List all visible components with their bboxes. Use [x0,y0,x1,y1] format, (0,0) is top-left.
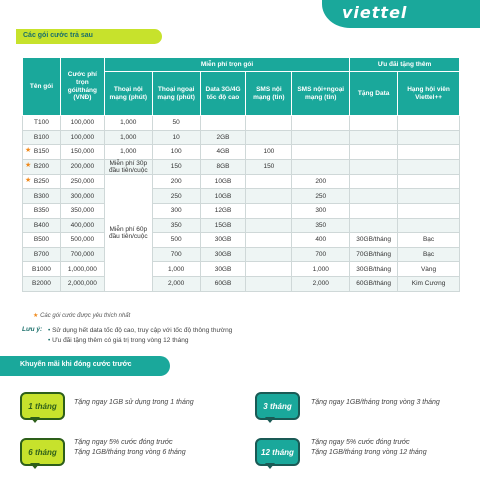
price-table [22,57,460,292]
cell-rank [398,174,460,189]
cell-sms-all [292,130,350,145]
table-row [23,218,460,233]
table-row [23,262,460,277]
star-icon: ★ [33,313,39,319]
star-icon: ★ [25,176,32,184]
cell-name [23,233,61,248]
cell-call-out: 250 [152,189,200,204]
cell-rank: Vàng [398,262,460,277]
cell-rank [398,130,460,145]
cell-rank [398,203,460,218]
cell-sms-in [246,203,292,218]
cell-sms-all: 300 [292,203,350,218]
cell-bonus-data: 30GB/tháng [350,233,398,248]
cell-bonus-data [350,130,398,145]
cell-name [23,116,61,131]
cell-sms-in [246,247,292,262]
cell-sms-in: 100 [246,145,292,160]
promo-badge-6: 6 tháng [20,438,65,466]
cell-call-in: 1,000 [104,130,152,145]
cell-data: 60GB [200,276,246,291]
cell-sms-all [292,116,350,131]
cell-name [23,247,61,262]
header-call-in: Thoại nội mạng (phút) [104,72,152,116]
promo-badge-3: 3 tháng [255,392,300,420]
promo-line: Tặng 1GB/tháng trong vòng 12 tháng [311,449,427,456]
cell-sms-in: 150 [246,159,292,174]
cell-bonus-data [350,203,398,218]
cell-fee: 350,000 [60,203,104,218]
cell-call-out: 500 [152,233,200,248]
plan-name: B700 [33,251,50,259]
cell-name [23,276,61,291]
cell-call-in: Miễn phí 30p đầu tiên/cuộc [104,159,152,174]
header-free-group: Miễn phí trọn gói [104,58,349,72]
cell-sms-all [292,159,350,174]
footnote [33,312,130,319]
table-row [23,203,460,218]
cell-name [23,262,61,277]
promo-line: Tặng ngay 1GB/tháng trong vòng 3 tháng [311,399,440,406]
plan-name: B2000 [32,280,51,288]
cell-call-out: 1,000 [152,262,200,277]
cell-name [23,203,61,218]
cell-data: 12GB [200,203,246,218]
table-row [23,116,460,131]
cell-data: 10GB [200,174,246,189]
table-row [23,247,460,262]
cell-name [23,159,61,174]
header-call-out: Thoại ngoại mạng (phút) [152,72,200,116]
cell-data: 30GB [200,233,246,248]
cell-fee: 400,000 [60,218,104,233]
cell-bonus-data [350,189,398,204]
cell-fee: 150,000 [60,145,104,160]
cell-name [23,174,61,189]
header-promo-group: Ưu đãi tặng thêm [350,58,460,72]
cell-call-in: 1,000 [104,116,152,131]
table-row [23,233,460,248]
header-rank: Hạng hội viên Viettel++ [398,72,460,116]
cell-name [23,145,61,160]
cell-fee: 100,000 [60,130,104,145]
table-row [23,159,460,174]
plan-name: B350 [33,207,50,215]
cell-data [200,116,246,131]
cell-bonus-data: 60GB/tháng [350,276,398,291]
plan-name: B100 [33,133,50,141]
promo-line: Tặng 1GB/tháng trong vòng 6 tháng [74,449,186,456]
cell-call-in: 1,000 [104,145,152,160]
cell-call-out: 10 [152,130,200,145]
cell-data: 10GB [200,189,246,204]
promo-line: Tặng ngay 5% cước đóng trước [311,439,410,446]
brand-logo [322,0,480,28]
header-name: Tên gói [23,58,61,116]
cell-sms-in [246,276,292,291]
cell-call-out: 700 [152,247,200,262]
cell-data: 15GB [200,218,246,233]
section-title: Các gói cước trả sau [16,29,162,44]
cell-sms-all: 700 [292,247,350,262]
cell-call-out: 2,000 [152,276,200,291]
cell-sms-in [246,116,292,131]
cell-rank [398,189,460,204]
cell-name [23,189,61,204]
cell-name [23,130,61,145]
promo-text-1 [74,398,194,408]
plan-name: B400 [33,221,50,229]
cell-fee: 200,000 [60,159,104,174]
promo-text-12 [311,438,427,458]
cell-rank: Kim Cương [398,276,460,291]
cell-rank: Bạc [398,247,460,262]
header-sms-in: SMS nội mạng (tin) [246,72,292,116]
cell-sms-all: 1,000 [292,262,350,277]
cell-bonus-data [350,145,398,160]
note-item: • Ưu đãi tặng thêm có giá trị trong vòng 12 tháng [48,336,232,346]
cell-rank [398,145,460,160]
promo-badge-1: 1 tháng [20,392,65,420]
cell-sms-in [246,130,292,145]
cell-fee: 100,000 [60,116,104,131]
header-bonus-data: Tặng Data [350,72,398,116]
cell-call-out: 200 [152,174,200,189]
cell-sms-in [246,233,292,248]
cell-call-in: Miễn phí 60p đầu tiên/cuộc [104,174,152,291]
plan-name: B250 [33,178,50,186]
cell-fee: 1,000,000 [60,262,104,277]
note-label: Lưu ý: [22,326,43,333]
table-row [23,145,460,160]
cell-fee: 700,000 [60,247,104,262]
cell-fee: 300,000 [60,189,104,204]
cell-fee: 250,000 [60,174,104,189]
cell-sms-in [246,262,292,277]
cell-call-out: 50 [152,116,200,131]
plan-name: B300 [33,192,50,200]
cell-sms-in [246,218,292,233]
cell-sms-all: 2,000 [292,276,350,291]
cell-call-out: 300 [152,203,200,218]
cell-rank [398,116,460,131]
cell-sms-all: 250 [292,189,350,204]
cell-rank [398,218,460,233]
promo-text-6 [74,438,186,458]
promo-badge-12: 12 tháng [255,438,300,466]
notes-list [48,326,232,346]
promo-line: Tặng ngay 1GB sử dụng trong 1 tháng [74,399,194,406]
cell-bonus-data [350,218,398,233]
promo-title: Khuyến mãi khi đóng cước trước [0,356,170,376]
cell-rank [398,159,460,174]
plan-name: B150 [33,148,50,156]
cell-bonus-data [350,116,398,131]
cell-sms-all: 350 [292,218,350,233]
cell-bonus-data [350,174,398,189]
header-sms-all: SMS nội+ngoại mạng (tin) [292,72,350,116]
logo-text: viettel [342,3,408,22]
star-icon: ★ [25,147,32,155]
cell-data: 8GB [200,159,246,174]
cell-fee: 2,000,000 [60,276,104,291]
cell-data: 2GB [200,130,246,145]
table-row [23,130,460,145]
cell-fee: 500,000 [60,233,104,248]
cell-bonus-data [350,159,398,174]
cell-data: 4GB [200,145,246,160]
promo-text-3 [311,398,440,408]
table-row [23,189,460,204]
star-icon: ★ [25,161,32,169]
header-fee: Cước phí trọn gói/tháng (VNĐ) [60,58,104,116]
cell-data: 30GB [200,262,246,277]
table-row [23,174,460,189]
plan-name: B500 [33,236,50,244]
plan-name: B200 [33,163,50,171]
cell-sms-in [246,189,292,204]
cell-bonus-data: 70GB/tháng [350,247,398,262]
cell-sms-all [292,145,350,160]
plan-name: T100 [34,119,49,127]
cell-sms-all: 400 [292,233,350,248]
cell-call-out: 150 [152,159,200,174]
promo-line: Tặng ngay 5% cước đóng trước [74,439,173,446]
cell-data: 30GB [200,247,246,262]
table-row [23,276,460,291]
cell-call-out: 350 [152,218,200,233]
note-item: • Sử dụng hết data tốc độ cao, truy cập với tốc độ thông thường [48,326,232,336]
cell-rank: Bạc [398,233,460,248]
cell-call-out: 100 [152,145,200,160]
footnote-text: Các gói cước được yêu thích nhất [40,313,131,319]
cell-bonus-data: 30GB/tháng [350,262,398,277]
plan-name: B1000 [32,265,51,273]
header-data: Data 3G/4G tốc độ cao [200,72,246,116]
cell-sms-in [246,174,292,189]
cell-sms-all: 200 [292,174,350,189]
cell-name [23,218,61,233]
